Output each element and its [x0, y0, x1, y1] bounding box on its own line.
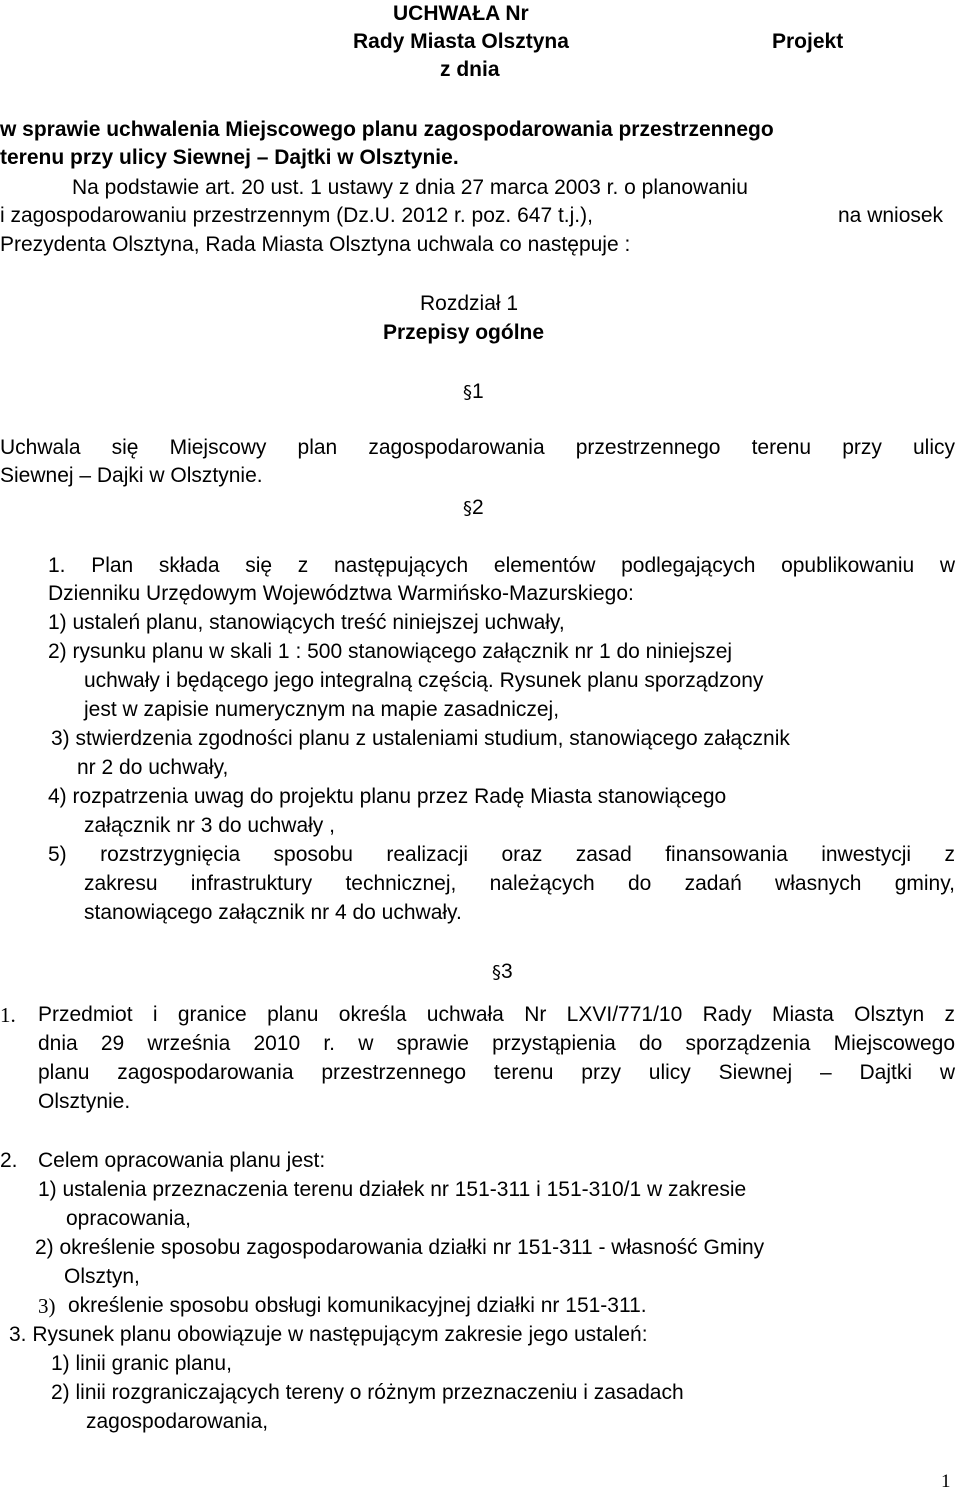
section-3-p3-item-1: 1) linii granic planu, — [51, 1352, 232, 1375]
section-3-p1-line-1: Przedmiot i granice planu określa uchwała Nr LXVI/771/10 Rady Miasta Olsztyn z — [38, 1003, 955, 1026]
section-2-number: 2 — [472, 496, 484, 519]
preamble-line-2a: i zagospodarowaniu przestrzennym (Dz.U. 2012 r. poz. 647 t.j.), — [0, 204, 593, 227]
section-3-p3-item-2b: zagospodarowania, — [86, 1410, 269, 1433]
section-3-p2-item-2a: 2) określenie sposobu zagospodarowania działki nr 151-311 - własność Gminy — [35, 1236, 765, 1259]
section-2-item-2c: jest w zapisie numerycznym na mapie zasadniczej, — [84, 698, 560, 721]
subject-line-2: terenu przy ulicy Siewnej – Dajtki w Olsztynie. — [0, 146, 459, 169]
section-2-item-3b: nr 2 do uchwały, — [77, 756, 229, 779]
project-label: Projekt — [772, 30, 844, 53]
section-1-mark — [463, 378, 484, 407]
section-3-p2-item-1b: opracowania, — [66, 1207, 191, 1230]
section-2-intro-1: 1. Plan składa się z następujących elementów podlegających opublikowaniu w — [48, 554, 955, 577]
section-2-item-4b: załącznik nr 3 do uchwały , — [84, 814, 335, 837]
section-2-intro-2: Dzienniku Urzędowym Województwa Warmińsko-Mazurskiego: — [48, 582, 634, 605]
section-3-p2-number: 2. — [0, 1149, 18, 1172]
section-2-item-2a: 2) rysunku planu w skali 1 : 500 stanowiącego załącznik nr 1 do niniejszej — [48, 640, 733, 663]
section-1-line-2: Siewnej – Dajki w Olsztynie. — [0, 464, 263, 487]
section-3-p1-line-3: planu zagospodarowania przestrzennego terenu przy ulicy Siewnej – Dajtki w — [38, 1061, 955, 1084]
section-3-p1-line-2: dnia 29 września 2010 r. w sprawie przystąpienia do sporządzenia Miejscowego — [38, 1032, 955, 1055]
section-3-p3: 3. Rysunek planu obowiązuje w następującym zakresie jego ustaleń: — [9, 1323, 648, 1346]
preamble-line-1: Na podstawie art. 20 ust. 1 ustawy z dnia 27 marca 2003 r. o planowaniu — [72, 176, 748, 199]
section-2-item-4a: 4) rozpatrzenia uwag do projektu planu przez Radę Miasta stanowiącego — [48, 785, 727, 808]
subject-line-1: w sprawie uchwalenia Miejscowego planu zagospodarowania przestrzennego — [0, 118, 774, 141]
page-number: 1 — [941, 1471, 951, 1492]
section-2-item-3a: 3) stwierdzenia zgodności planu z ustaleniami studium, stanowiącego załącznik — [51, 727, 790, 750]
section-3-mark — [492, 958, 513, 987]
section-sign-icon: § — [463, 498, 472, 519]
resolution-title: UCHWAŁA Nr — [393, 2, 529, 25]
section-1-number: 1 — [472, 380, 484, 403]
section-2-item-5c: stanowiącego załącznik nr 4 do uchwały. — [84, 901, 462, 924]
section-1-line-1: Uchwala się Miejscowy plan zagospodarowania przestrzennego terenu przy ulicy — [0, 436, 955, 459]
section-sign-icon: § — [463, 382, 472, 403]
section-3-p1-line-4: Olsztynie. — [38, 1090, 131, 1113]
chapter-title: Przepisy ogólne — [383, 321, 545, 344]
section-3-p3-item-2a: 2) linii rozgraniczających tereny o różnym przeznaczeniu i zasadach — [51, 1381, 684, 1404]
section-2-item-1: 1) ustaleń planu, stanowiących treść niniejszej uchwały, — [48, 611, 565, 634]
section-2-mark — [463, 494, 484, 523]
section-2-item-5a: 5) rozstrzygnięcia sposobu realizacji oraz zasad finansowania inwestycji z — [48, 843, 955, 866]
section-3-p2-item-3: określenie sposobu obsługi komunikacyjnej działki nr 151-311. — [68, 1294, 647, 1317]
section-2-item-5b: zakresu infrastruktury technicznej, należących do zadań własnych gminy, — [84, 872, 955, 895]
preamble-line-3: Prezydenta Olsztyna, Rada Miasta Olsztyna uchwala co następuje : — [0, 233, 631, 256]
section-3-number: 3 — [501, 960, 513, 983]
section-3-p2-item-3-number: 3) — [38, 1294, 56, 1318]
section-sign-icon: § — [492, 962, 501, 983]
section-2-item-2b: uchwały i będącego jego integralną częścią. Rysunek planu sporządzony — [84, 669, 764, 692]
section-3-p1-number: 1. — [0, 1003, 16, 1027]
preamble-line-2b: na wniosek — [838, 204, 944, 227]
resolution-date: z dnia — [440, 58, 500, 81]
council-name: Rady Miasta Olsztyna — [353, 30, 569, 53]
section-3-p2: Celem opracowania planu jest: — [38, 1149, 326, 1172]
section-3-p2-item-2b: Olsztyn, — [64, 1265, 140, 1288]
section-3-p2-item-1a: 1) ustalenia przeznaczenia terenu działek nr 151-311 i 151-310/1 w zakresie — [38, 1178, 747, 1201]
chapter-label: Rozdział 1 — [420, 292, 519, 315]
